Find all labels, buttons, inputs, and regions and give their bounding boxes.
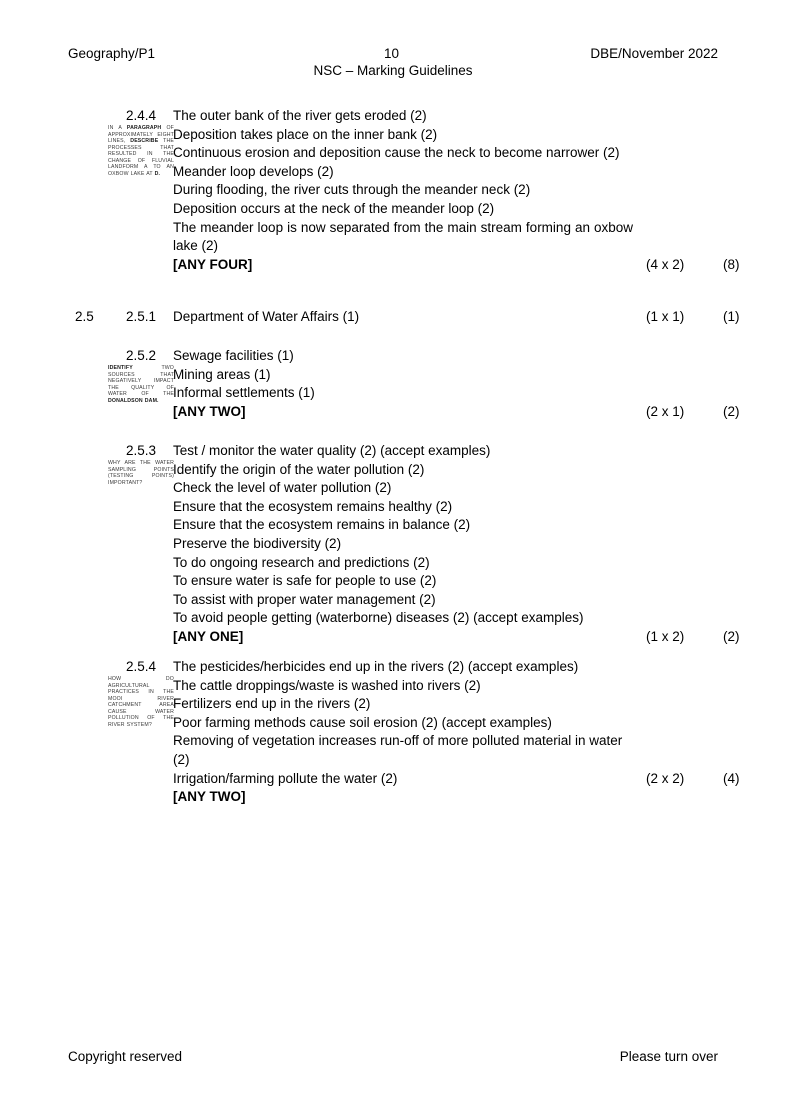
mark-total: (1)	[723, 309, 740, 324]
answer-any-marker: [ANY ONE]	[173, 628, 244, 644]
answer-line: Fertilizers end up in the rivers (2)	[173, 696, 371, 712]
answer-line: Check the level of water pollution (2)	[173, 480, 392, 496]
answer-line: To assist with proper water management (2)	[173, 591, 436, 607]
caption-emphasis: PARAGRAPH	[126, 125, 162, 131]
answer-line: Meander loop develops (2)	[173, 163, 334, 179]
answer-line: The meander loop is now separated from the main stream forming an oxbow lake (2)	[173, 219, 633, 254]
header-subject: Geography/P1	[68, 46, 156, 61]
mark-total: (2)	[723, 629, 740, 644]
caption-emphasis: IDENTIFY	[108, 365, 133, 371]
caption-text: OF APPROXIMATELY EIGHT LINES,	[108, 125, 175, 145]
answer-line: The pesticides/herbicides end up in the rivers (2) (accept examples)	[173, 659, 579, 674]
mark-calculation: (1 x 2)	[646, 629, 685, 644]
answer-line: Department of Water Affairs (1)	[173, 309, 360, 324]
answer-line: Poor farming methods cause soil erosion (2) (accept examples)	[173, 714, 552, 730]
mark-total: (2)	[723, 403, 740, 419]
question-sub-number: 2.5.1	[125, 309, 157, 324]
question-sub-column	[108, 308, 174, 325]
answer-line: Mining areas (1)	[173, 366, 271, 382]
answer-line: Deposition occurs at the neck of the meander loop (2)	[173, 200, 495, 216]
answer-body	[173, 347, 633, 421]
answer-line: To do ongoing research and predictions (2)	[173, 554, 430, 570]
mark-total: (4)	[723, 770, 740, 786]
header-exam-label: DBE/November 2022	[590, 46, 718, 61]
question-sub-column	[108, 658, 174, 728]
answer-line: Ensure that the ecosystem remains in balance (2)	[173, 517, 471, 533]
question-prompt-caption	[108, 365, 174, 404]
caption-emphasis: DESCRIBE	[130, 138, 159, 145]
mark-total: (8)	[723, 256, 740, 272]
question-prompt-caption	[108, 125, 174, 177]
question-sub-number: 2.5.2	[125, 348, 157, 363]
answer-any-marker: [ANY TWO]	[173, 403, 246, 419]
answer-line: Continuous erosion and deposition cause the neck to become narrower (2)	[173, 145, 620, 161]
answer-line: Test / monitor the water quality (2) (accept examples)	[173, 443, 491, 458]
header-top-row	[68, 46, 718, 64]
mark-calculation: (2 x 2)	[646, 770, 685, 786]
footer-copyright: Copyright reserved	[68, 1049, 183, 1064]
answer-line: To ensure water is safe for people to use (2)	[173, 573, 437, 589]
answer-body	[173, 107, 633, 274]
question-sub-number: 2.5.3	[125, 443, 157, 458]
caption-text: IN A	[108, 125, 127, 131]
answer-any-marker: [ANY TWO]	[173, 789, 246, 805]
answer-any-marker: [ANY FOUR]	[173, 256, 253, 272]
caption-emphasis: DONALDSON DAM.	[108, 397, 159, 404]
answer-line: Preserve the biodiversity (2)	[173, 535, 342, 551]
question-sub-column	[108, 347, 174, 404]
answer-body	[173, 442, 633, 647]
question-sub-column	[108, 442, 174, 486]
mark-calculation: (2 x 1)	[646, 403, 685, 419]
caption-text: WHY ARE THE WATER SAMPLING POINTS (TESTING POINTS) IMPORTANT?	[108, 460, 174, 486]
footer-turn-over: Please turn over	[619, 1049, 718, 1064]
page-header	[68, 46, 718, 86]
header-subtitle: NSC – Marking Guidelines	[313, 63, 473, 78]
question-prompt-caption	[108, 460, 174, 486]
question-major-number: 2.5	[75, 309, 94, 324]
caption-text: THE PROCESSES THAT RESULTED IN THE CHANGE OF FLUVIAL LANDFORM A TO AN OXBOW LAKE AT	[108, 138, 174, 177]
answer-line: Irrigation/farming pollute the water (2)	[173, 770, 398, 786]
answer-line: The cattle droppings/waste is washed into rivers (2)	[173, 677, 481, 693]
answer-line: Identify the origin of the water pollution (2)	[173, 461, 425, 477]
answer-line: The outer bank of the river gets eroded (2)	[173, 108, 427, 123]
question-sub-number: 2.4.4	[125, 108, 157, 123]
answer-line: To avoid people getting (waterborne) diseases (2) (accept examples)	[173, 610, 584, 626]
mark-calculation: (4 x 2)	[646, 256, 685, 272]
answer-line: During flooding, the river cuts through the meander neck (2)	[173, 182, 531, 198]
caption-text: HOW DO AGRICULTURAL PRACTICES IN THE MOOI RIVER CATCHMENT AREA CAUSE WATER POLLUTION OF THE RIVER SYSTEM?	[108, 676, 174, 728]
caption-emphasis: D.	[154, 170, 161, 177]
question-sub-number: 2.5.4	[125, 659, 157, 674]
question-prompt-caption	[108, 676, 174, 728]
answer-line: Deposition takes place on the inner bank (2)	[173, 126, 438, 142]
answer-body	[173, 308, 633, 327]
answer-line: Informal settlements (1)	[173, 385, 315, 401]
answer-line: Removing of vegetation increases run-off of more polluted material in water (2)	[173, 733, 623, 767]
question-sub-column	[108, 107, 174, 177]
answer-body	[173, 658, 633, 807]
caption-text: TWO SOURCES THAT NEGATIVELY IMPACT THE QUALITY OF WATER OF THE	[108, 365, 174, 398]
answer-line: Ensure that the ecosystem remains healthy (2)	[173, 498, 453, 514]
header-page-number: 10	[384, 46, 400, 61]
mark-calculation: (1 x 1)	[646, 309, 685, 324]
answer-line: Sewage facilities (1)	[173, 348, 294, 363]
